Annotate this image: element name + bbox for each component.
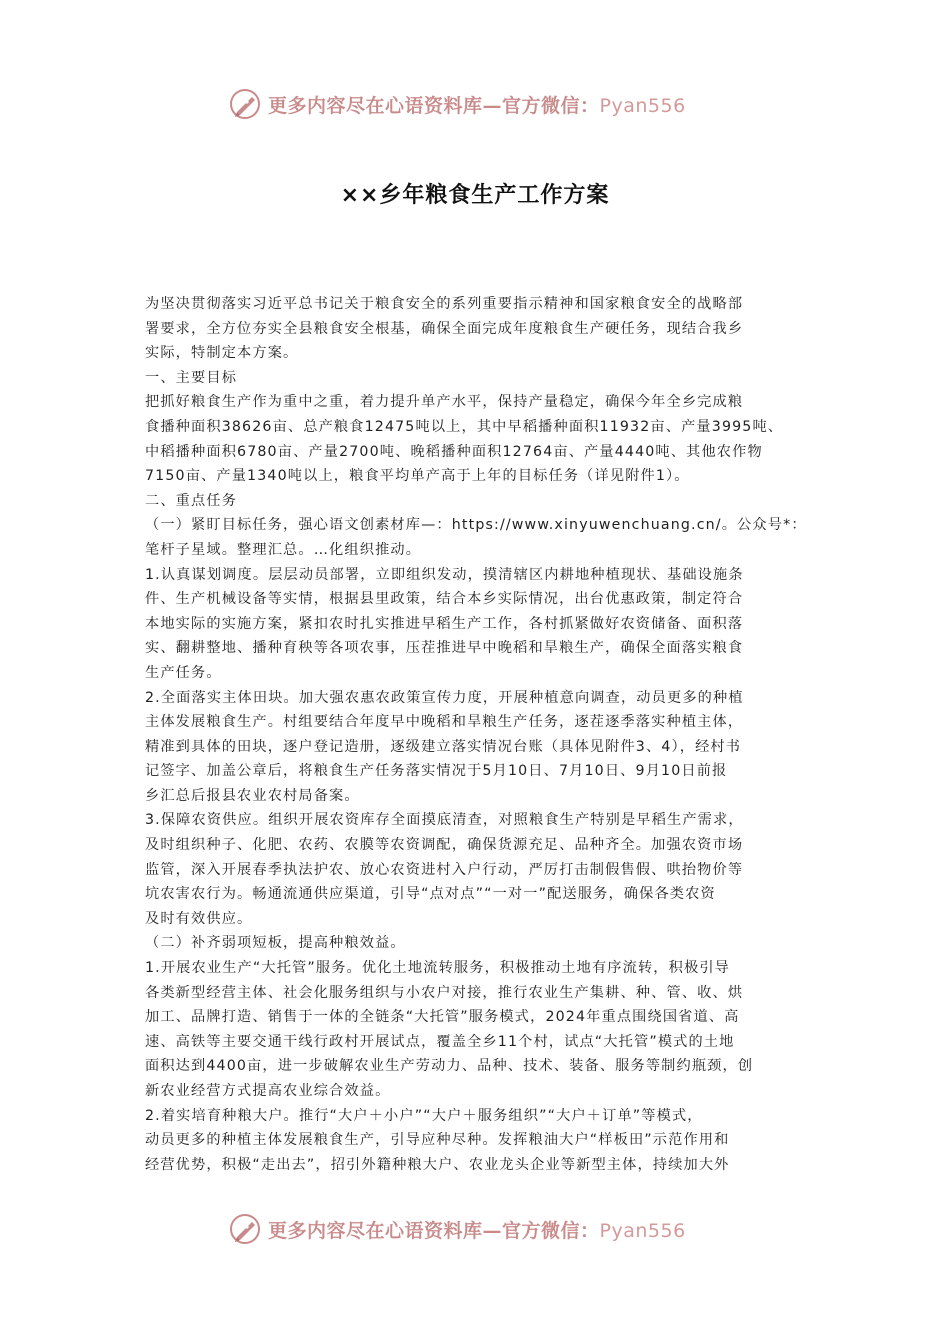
- text-line: 实际，特制定本方案。: [145, 345, 299, 362]
- text-line: 笔杆子星域。整理汇总。…化组织推动。: [145, 541, 422, 558]
- text-line: 加工、品牌打造、销售于一体的全链条“大托管”服务模式，2024年重点围绕国省道、高: [145, 1009, 740, 1026]
- text-line: 3.保障农资供应。组织开展农资库存全面摸底清查，对照粮食生产特别是早稻生产需求，: [145, 812, 744, 829]
- text-line: 件、生产机械设备等实情，根据县里政策，结合本乡实际情况，出台优惠政策，制定符合: [145, 591, 744, 608]
- text-line: 各类新型经营主体、社会化服务组织与小农户对接，推行农业生产集耕、种、管、收、烘: [145, 984, 744, 1001]
- watermark-text: 更多内容尽在心语资料库—官方微信：Pyan556: [268, 94, 686, 117]
- document-title: ××乡年粮食生产工作方案: [340, 183, 610, 208]
- text-line: 二、重点任务: [145, 492, 238, 509]
- text-line: 乡汇总后报县农业农村局备案。: [145, 787, 360, 804]
- pen-circle-logo-icon: [228, 87, 262, 121]
- text-line: 及时组织种子、化肥、农药、农膜等农资调配，确保货源充足、品种齐全。加强农资市场: [145, 837, 744, 854]
- text-line: 新农业经营方式提高农业综合效益。: [145, 1083, 391, 1099]
- text-line: 1.认真谋划调度。层层动员部署，立即组织发动，摸清辖区内耕地种植现状、基础设施条: [145, 566, 744, 583]
- text-line: 主体发展粮食生产。村组要结合年度早中晚稻和旱粮生产任务，逐茬逐季落实种植主体，: [145, 714, 744, 731]
- text-line: 监管，深入开展春季执法护农、放心农资进村入户行动，严厉打击制假售假、哄抬物价等: [145, 861, 744, 878]
- text-line: 本地实际的实施方案，紧扣农时扎实推进早稻生产工作，各村抓紧做好农资储备、面积落: [145, 615, 744, 632]
- text-line: 记签字、加盖公章后，将粮食生产任务落实情况于5月10日、7月10日、9月10日前报: [145, 763, 728, 780]
- text-line: 及时有效供应。: [145, 910, 253, 927]
- text-line: 1.开展农业生产“大托管”服务。优化土地流转服务，积极推动土地有序流转，积极引导: [145, 960, 730, 977]
- document-body: [145, 292, 815, 1177]
- text-line: 坑农害农行为。畅通流通供应渠道，引导“点对点”“一对一”配送服务，确保各类农资: [145, 886, 716, 903]
- text-line: 面积达到4400亩，进一步破解农业生产劳动力、品种、技术、装备、服务等制约瓶颈，创: [145, 1058, 754, 1075]
- text-line: 经营优势，积极“走出去”，招引外籍种粮大户、农业龙头企业等新型主体，持续加大外: [145, 1156, 730, 1173]
- text-line: （一）紧盯目标任务，强心语文创素材库—：https://www.xinyuwenchuang.cn/。公众号*：: [145, 517, 807, 534]
- text-line: 7150亩、产量1340吨以上，粮食平均单产高于上年的目标任务（详见附件1）。: [145, 468, 690, 485]
- pen-circle-logo-icon: [228, 1212, 262, 1246]
- text-line: 为坚决贯彻落实习近平总书记关于粮食安全的系列重要指示精神和国家粮食安全的战略部: [145, 296, 744, 312]
- text-line: 实、翻耕整地、播种育秧等各项农事，压茬推进早中晚稻和旱粮生产，确保全面落实粮食: [145, 640, 744, 657]
- watermark-text: 更多内容尽在心语资料库—官方微信：Pyan556: [268, 1219, 686, 1242]
- text-line: 2.着实培育种粮大户。推行“大户＋小户”“大户＋服务组织”“大户＋订单”等模式，: [145, 1107, 703, 1124]
- watermark-footer: [228, 1211, 748, 1247]
- text-line: 一、主要目标: [145, 369, 238, 386]
- text-line: 生产任务。: [145, 664, 222, 681]
- text-line: 食播种面积38626亩、总产粮食12475吨以上，其中早稻播种面积11932亩、产量3995吨、: [145, 418, 784, 435]
- text-line: 动员更多的种植主体发展粮食生产，引导应种尽种。发挥粮油大户“样板田”示范作用和: [145, 1132, 730, 1149]
- watermark-header: [228, 86, 748, 122]
- text-line: 速、高铁等主要交通干线行政村开展试点，覆盖全乡11个村，试点“大托管”模式的土地: [145, 1033, 735, 1050]
- text-line: 把抓好粮食生产作为重中之重，着力提升单产水平，保持产量稳定，确保今年全乡完成粮: [145, 394, 744, 411]
- text-line: （二）补齐弱项短板，提高种粮效益。: [145, 935, 406, 952]
- text-line: 中稻播种面积6780亩、产量2700吨、晚稻播种面积12764亩、产量4440吨、其他农作物: [145, 443, 763, 460]
- text-line: 2.全面落实主体田块。加大强农惠农政策宣传力度，开展种植意向调查，动员更多的种植: [145, 689, 744, 706]
- text-line: 精准到具体的田块，逐户登记造册，逐级建立落实情况台账（具体见附件3、4），经村书: [145, 738, 742, 755]
- text-line: 署要求，全方位夯实全县粮食安全根基，确保全面完成年度粮食生产硬任务，现结合我乡: [145, 320, 744, 337]
